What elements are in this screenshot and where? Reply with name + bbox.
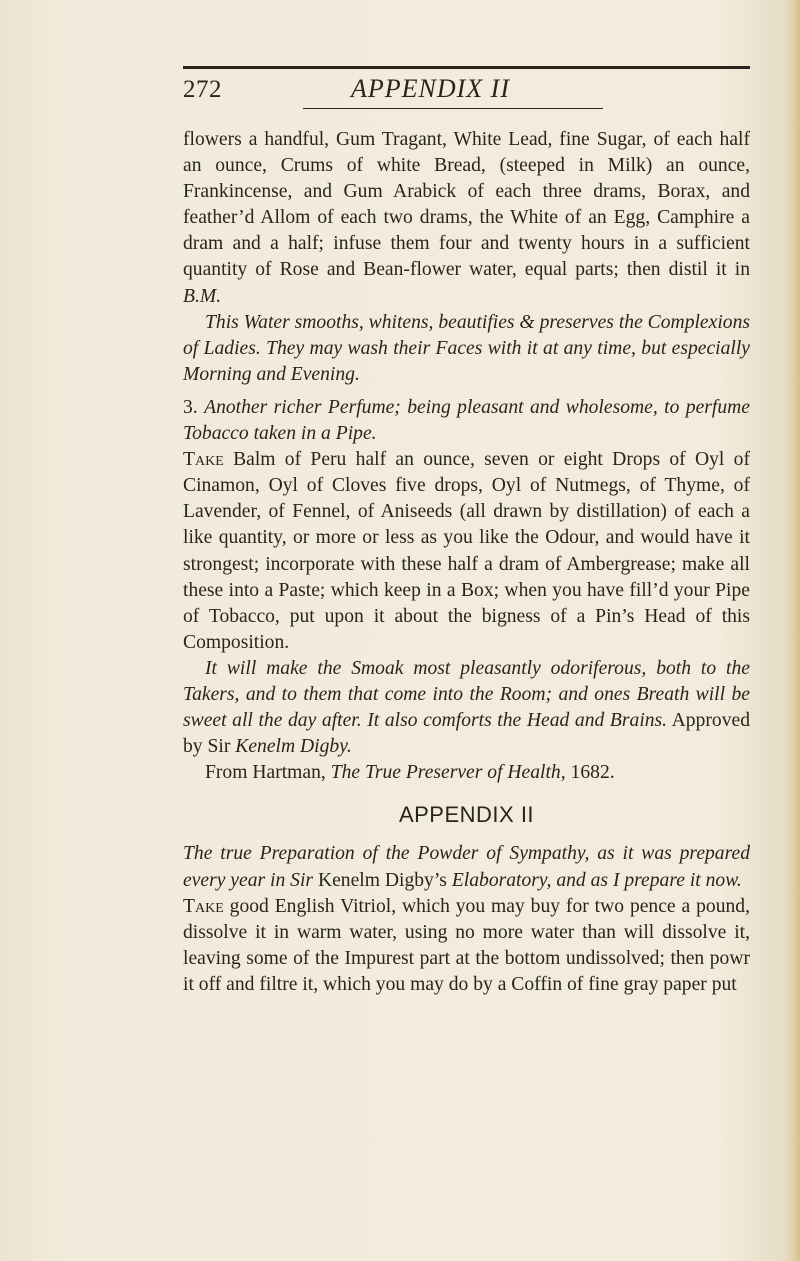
section-heading: APPENDIX II (398, 802, 535, 828)
recipe-3-instructions: Take Balm of Peru half an ounce, seven or eight Drops of Oyl of Cinamon, Oyl of Cloves five drops, Oyl of Nutmegs, of Thyme, of Lavender, of Fennel, of Aniseeds (all drawn by distillation) of each a like quantity, or more or less as you like the Odour, and would have it strongest; incorporate with these half a dram of Ambergrease; make all these into a Paste; which keep in a Box; when you have fill’d your Pipe of Tobacco, put upon it about the bigness of a Pin’s Head of this Composition. (183, 449, 750, 653)
page-header (183, 60, 750, 120)
page-number: 272 (183, 76, 222, 103)
paragraph-recipe-continued: flowers a handful, Gum Tragant, White Lead, fine Sugar, of each half an ounce, Crums of white Bread, (steeped in Milk) an ounce, Frankincense, and Gum Arabick of each three drams, Borax, and feather’d Allom of each two drams, the White of an Egg, Camphire a dram and a half; infuse them four and twenty hours in a sufficient quantity of Rose and Bean-flower water, equal parts; then distil it in B.M. (183, 129, 750, 307)
running-head: APPENDIX II (351, 74, 511, 103)
body-text (183, 127, 750, 998)
section-instructions: Take good English Vitriol, which you may buy for two pence a pound, dissolve it in warm water, using no more water than will dissolve it, leaving some of the Impurest part at the bottom undissolved; then powr it off and filtre it, which you may do by a Coffin of fine gray paper put (183, 895, 750, 995)
source-citation: From Hartman, The True Preserver of Health, 1682. (205, 762, 615, 784)
paragraph-water-uses: This Water smooths, whitens, beautifies & preserves the Complexions of Ladies. They may wash their Faces with it at any time, but especially Morning and Evening. (183, 311, 750, 385)
recipe-3-effects: It will make the Smoak most pleasantly odoriferous, both to the Takers, and to them that come into the Room; and ones Breath will be sweet all the day after. It also comforts the Head and Brains. Approved by Sir Kenelm Digby. (183, 657, 750, 758)
section-intro: The true Preparation of the Powder of Sympathy, as it was prepared every year in Sir Kenelm Digby’s Elaboratory, and as I prepare it now. (183, 843, 750, 891)
header-rule (183, 66, 750, 69)
page-edge-shadow (786, 0, 800, 1261)
running-head-underline (303, 108, 603, 109)
recipe-3-title: 3. Another richer Perfume; being pleasant and wholesome, to perfume Tobacco taken in a Pipe. (183, 396, 750, 445)
